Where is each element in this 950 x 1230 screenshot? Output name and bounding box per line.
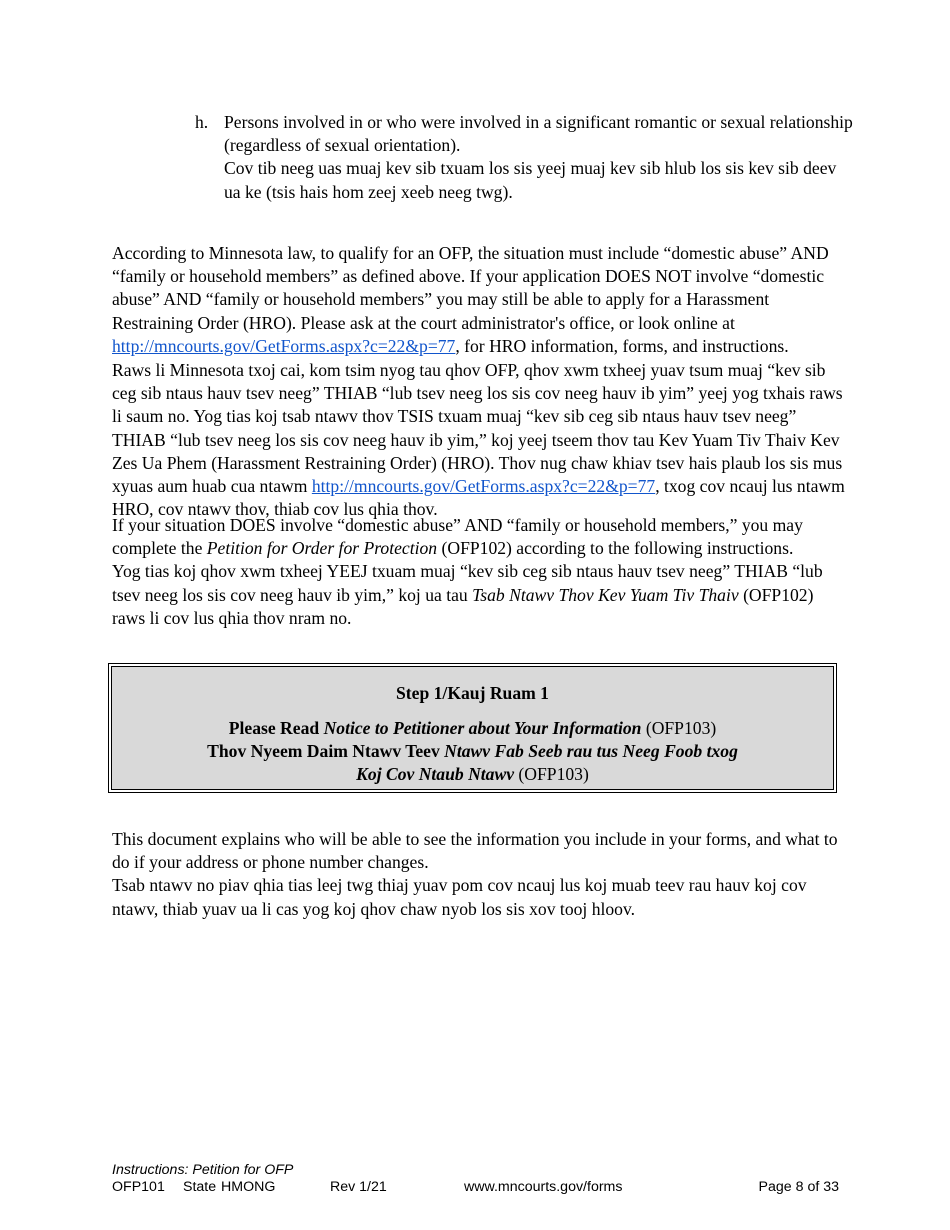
footer-page-number: Page 8 of 33 — [758, 1179, 839, 1195]
list-item-body — [224, 111, 854, 204]
step-line-2 — [112, 740, 833, 763]
situation-hmong — [112, 560, 847, 630]
document-explanation-paragraph — [112, 828, 847, 921]
notice-title-hmong-a: Ntawv Fab Seeb rau tus Neeg Foob txog — [444, 741, 738, 762]
notice-title: Notice to Petitioner about Your Information — [323, 718, 642, 738]
list-marker: h. — [195, 112, 209, 132]
step-line-1-bold: Please Read — [228, 718, 324, 738]
step-line-3 — [112, 763, 833, 786]
step-instructions — [112, 717, 833, 787]
step-title: Step 1/Kauj Ruam 1 — [396, 683, 549, 703]
law-english-text: According to Minnesota law, to qualify for an OFP, the situation must include “domestic abuse” AND “family or household members” as defined above. If your application DOES NOT involve “domestic abuse” AND “family or household members” you may still be able to apply for a Harassment Restraining Order (HRO). Please ask at the court administrator's office, or look online at — [112, 243, 829, 333]
law-hmong — [112, 359, 847, 521]
petition-title: Petition for Order for Protection — [206, 538, 438, 559]
footer-form-number: OFP101 — [112, 1179, 165, 1195]
footer-revision: Rev 1/21 — [330, 1179, 387, 1195]
step-1-box — [111, 666, 834, 790]
law-english — [112, 242, 847, 358]
explanation-english: This document explains who will be able to see the information you include in your forms, and what to do if your address or phone number changes. — [112, 829, 838, 873]
step-line-3-form: (OFP103) — [514, 764, 589, 785]
footer-title: Instructions: Petition for OFP — [112, 1162, 294, 1178]
step-line-1-form: (OFP103) — [641, 718, 717, 738]
situation-hmong-b: (OFP102) raws li cov lus qhia thov nram no. — [112, 584, 814, 628]
law-english-tail: , for HRO information, forms, and instructions. — [455, 335, 789, 356]
law-hmong-text: Raws li Minnesota txoj cai, kom tsim nyog tau qhov OFP, qhov xwm txheej yuav tsum muaj “kev sib ceg sib ntaus hauv tsev neeg” THIAB “lub tsev neeg los sis cov neeg hauv ib yim” yeej yog txhais raws li saum no. Yog tias koj tsab ntawv thov TSIS txuam muaj “kev sib ceg sib ntaus hauv tsev neeg” THIAB “lub tsev neeg los sis cov neeg hauv ib yim,” koj yeej tseem thov tau Kev Yuam Tiv Thaiv Kev Zes Ua Phem (Harassment Restraining Order) (HRO). Thov nug chaw khiav tsev hais plaub los sis mus xyuas aum huab cua ntawm — [112, 360, 843, 497]
situation-english-a: If your situation DOES involve “domestic abuse” AND “family or household members,” you may complete the — [112, 515, 803, 559]
explanation-hmong: Tsab ntawv no piav qhia tias leej twg thiaj yuav pom cov ncauj lus koj muab teev rau hauv koj cov ntawv, thiab yuav ua li cas yog koj qhov chaw nyob los sis xov tooj hloov. — [112, 875, 807, 919]
law-hmong-tail: , txog cov ncauj lus ntawm HRO, cov ntawv thov, thiab cov lus qhia thov. — [112, 476, 845, 520]
item-h-hmong: Cov tib neeg uas muaj kev sib txuam los sis yeej muaj kev sib hlub los sis kev sib deev ua ke (tsis hais hom zeej xeeb neeg twg). — [224, 158, 837, 202]
step-line-2-bold: Thov Nyeem Daim Ntawv Teev — [207, 741, 445, 762]
petition-title-hmong: Tsab Ntawv Thov Kev Yuam Tiv Thaiv — [472, 584, 739, 605]
item-h-english: Persons involved in or who were involved in a significant romantic or sexual relationship (regardless of sexual orientation). — [224, 112, 853, 156]
step-line-1 — [112, 717, 833, 740]
situation-english — [112, 514, 847, 560]
situation-english-b: (OFP102) according to the following instructions. — [437, 538, 794, 559]
footer-website: www.mncourts.gov/forms — [464, 1179, 623, 1195]
footer-language: HMONG — [221, 1179, 276, 1195]
minnesota-law-paragraph — [112, 242, 847, 521]
hro-forms-link-hmong[interactable]: http://mncourts.gov/GetForms.aspx?c=22&p=77 — [311, 476, 656, 497]
footer-info — [112, 1179, 839, 1196]
situation-paragraph — [112, 514, 847, 630]
notice-title-hmong-b: Koj Cov Ntaub Ntawv — [356, 764, 515, 785]
footer-state: State — [183, 1179, 217, 1195]
situation-hmong-a: Yog tias koj qhov xwm txheej YEEJ txuam muaj “kev sib ceg sib ntaus hauv tsev neeg” THIAB “lub tsev neeg los sis cov neeg hauv ib yim,” koj ua tau — [112, 561, 823, 605]
hro-forms-link[interactable]: http://mncourts.gov/GetForms.aspx?c=22&p=77 — [112, 335, 456, 356]
